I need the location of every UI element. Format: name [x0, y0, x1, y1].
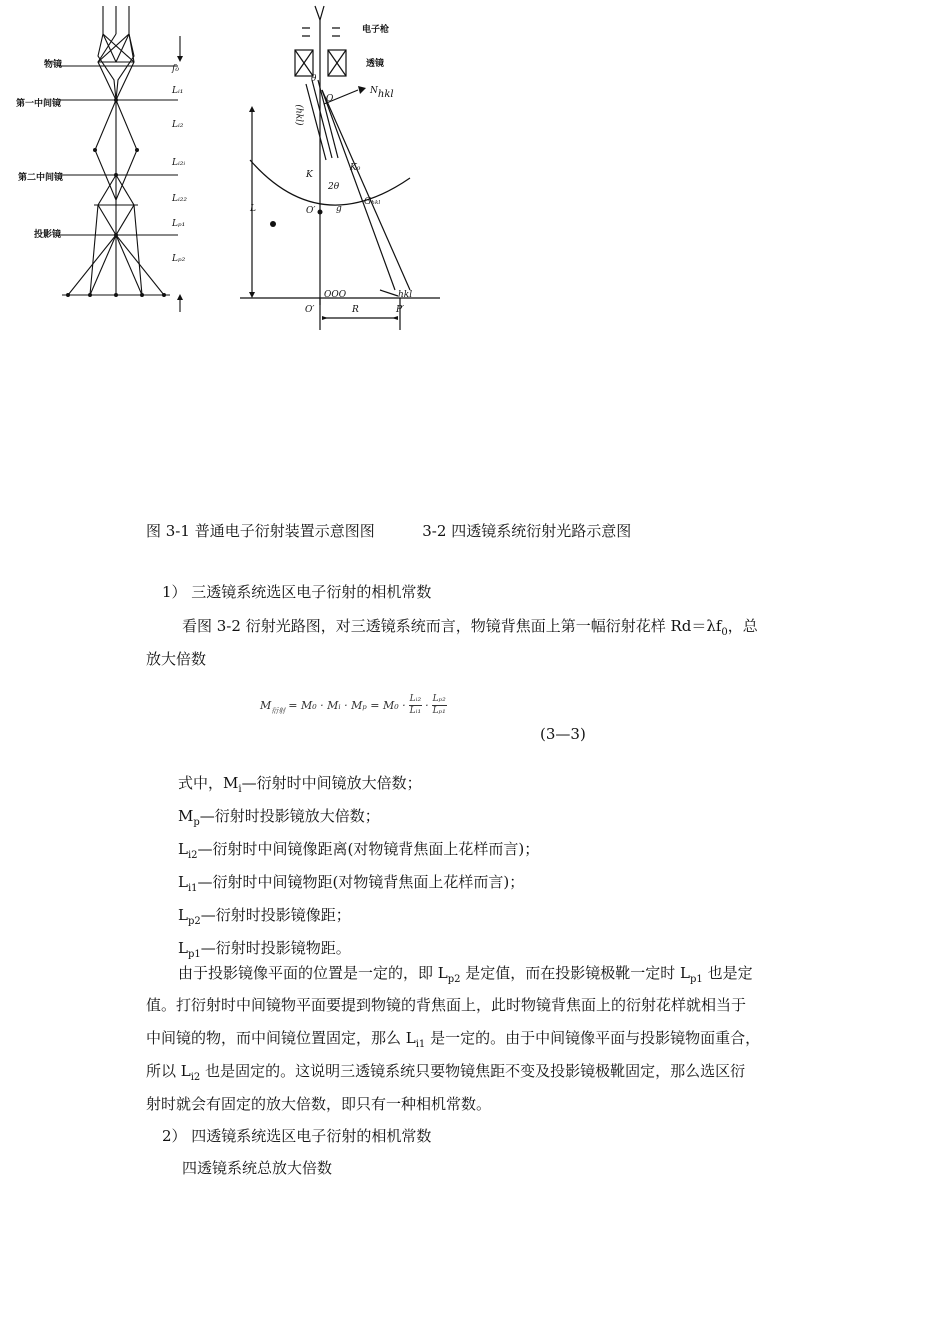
definition-list	[178, 767, 539, 965]
label-g-vector: g	[336, 204, 342, 214]
label-o-prime-bottom: O′	[305, 305, 315, 315]
definition-li2: $L_{i2}—$衍射时中间镜像距离(对物镜背焦面上花样而言)；	[178, 840, 540, 861]
definition-mp: $M_p—$衍射时投影镜放大倍数；	[178, 807, 380, 828]
fig2-geometry-diagram	[240, 0, 440, 330]
label-r: R	[352, 305, 359, 315]
label-k0-vector: K₀	[350, 163, 361, 173]
figure-caption	[146, 521, 631, 541]
equation-label: (3—3)	[540, 725, 586, 743]
dim-li1: Lᵢ₁	[172, 86, 184, 96]
definition-lp2: $L_{p2}—$衍射时投影镜像距；	[178, 906, 351, 927]
label-ooo: OOO	[324, 290, 347, 300]
dim-f0: f₀	[172, 64, 179, 74]
eq-middle: = M₀ · Mᵢ · Mₚ = M₀ ·	[288, 699, 406, 712]
dim-li2b: Lᵢ₂ᵢ	[172, 158, 186, 168]
equation-3-3: $M_{衍射}$ = M₀ · Mᵢ · Mₚ = M₀ · Lᵢ₂ Lᵢ₁ · Lₚ₂ Lₚ₁	[260, 694, 446, 716]
label-two-theta: 2θ	[328, 182, 340, 192]
label-origin-o: O	[326, 94, 334, 104]
section1-intro-line1: 看图 3-2 衍射光路图，对三透镜系统而言，物镜背焦面上第一幅衍射花样 $Rd=\lambda f_0$，总	[182, 617, 758, 638]
eq-fraction-1: Lᵢ₂ Lᵢ₁	[409, 694, 422, 716]
fig1-ray-diagram	[60, 0, 200, 312]
definition-mi: 式中，$M_i—$衍射时中间镜放大倍数；	[178, 774, 422, 795]
label-lens: 透镜	[366, 59, 385, 69]
definition-lp1: $L_{p1}—$衍射时投影镜物距。	[178, 939, 351, 960]
label-electron-gun: 电子枪	[362, 25, 390, 35]
label-o-prime: O′	[306, 206, 316, 216]
label-p-prime: P′	[396, 305, 405, 315]
eq-fraction-2: Lₚ₂ Lₚ₁	[432, 694, 446, 716]
label-g-hkl: Gₕₖₗ	[364, 197, 381, 207]
label-intermediate-2: 第二中间镜	[18, 173, 64, 183]
dim-lp2: Lₚ₂	[172, 254, 186, 264]
caption-fig2: 3-2 四透镜系统衍射光路示意图	[422, 522, 632, 540]
paragraph-line3: 中间镜的物，而中间镜位置固定，那么 $L_{i1}$ 是一定的。由于中间镜像平面与投影镜物面重合，	[146, 1029, 761, 1050]
dim-li22: Lᵢ₂₂	[172, 194, 188, 204]
paragraph-line2: 值。打衍射时中间镜物平面要提到物镜的背焦面上，此时物镜背焦面上的衍射花样就相当于	[146, 996, 747, 1014]
dim-lp1: Lₚ₁	[172, 219, 186, 229]
definition-li1: $L_{i1}—$衍射时中间镜物距(对物镜背焦面上花样而言)；	[178, 873, 525, 894]
paragraph-line4: 所以 $L_{i2}$ 也是固定的。这说明三透镜系统只要物镜焦距不变及投影镜极靴固定，那么选区衍	[146, 1062, 746, 1083]
dim-li2: Lᵢ₂	[172, 120, 184, 130]
label-projector: 投影镜	[34, 230, 62, 240]
eq-m-total: $M_{衍射}$	[260, 699, 286, 715]
label-hkl-spot: hkl	[398, 290, 413, 300]
label-hkl-plane: (hkl)	[293, 104, 304, 126]
caption-fig1: 图 3-1 普通电子衍射装置示意图图	[146, 522, 375, 540]
label-intermediate-1: 第一中间镜	[16, 99, 62, 109]
label-theta: θ	[311, 74, 317, 84]
label-camera-length: L	[250, 204, 256, 214]
section2-line: 四透镜系统总放大倍数	[182, 1159, 333, 1177]
section1-intro-line2: 放大倍数	[146, 650, 207, 668]
label-k-vector: K	[306, 170, 313, 180]
section2-heading: 2） 四透镜系统选区电子衍射的相机常数	[162, 1127, 432, 1145]
section1-heading: 1） 三透镜系统选区电子衍射的相机常数	[162, 583, 432, 601]
paragraph-line5: 射时就会有固定的放大倍数，即只有一种相机常数。	[146, 1095, 492, 1113]
label-objective: 物镜	[44, 60, 63, 70]
paragraph-line1: 由于投影镜像平面的位置是一定的，即 $L_{p2}$ 是定值，而在投影镜极靴一定时 $L_{p1}$ 也是定	[178, 964, 753, 985]
label-normal-n: $N_{hkl}$	[370, 86, 394, 100]
